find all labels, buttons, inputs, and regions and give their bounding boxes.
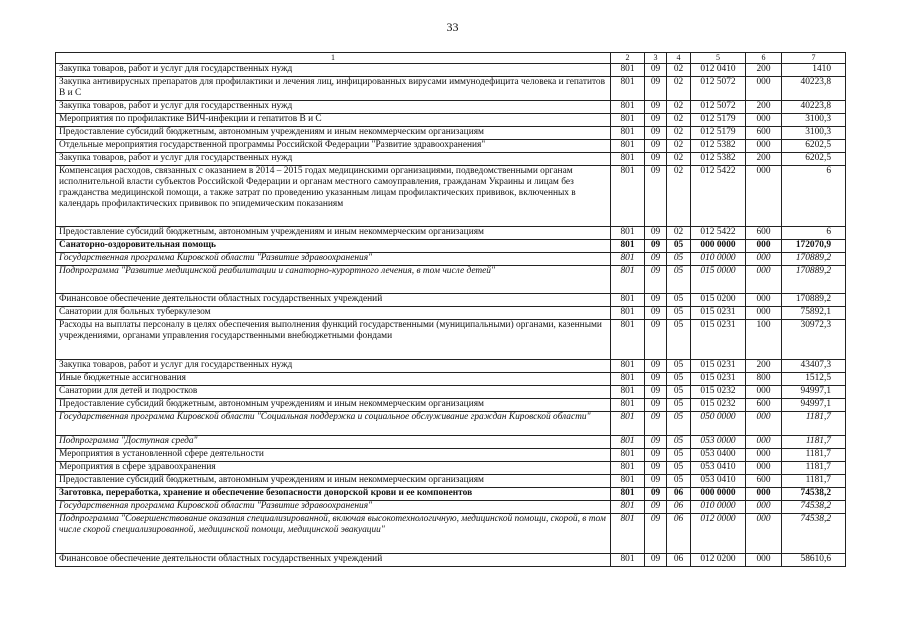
row-code-3-cell: 09 xyxy=(645,253,667,266)
row-code-6-cell: 200 xyxy=(746,360,782,373)
row-code-6-cell: 000 xyxy=(746,294,782,307)
row-code-2-cell: 801 xyxy=(611,127,645,140)
table-row xyxy=(56,153,846,166)
table-row xyxy=(56,114,846,127)
row-code-2-cell: 801 xyxy=(611,77,645,101)
row-code-4-cell: 02 xyxy=(667,166,691,227)
row-amount-cell: 170889,2 xyxy=(782,294,846,307)
row-code-6-cell: 000 xyxy=(746,240,782,253)
row-code-6-cell: 000 xyxy=(746,501,782,514)
row-amount-cell: 1181,7 xyxy=(782,412,846,436)
row-amount-cell: 6202,5 xyxy=(782,140,846,153)
row-code-2-cell: 801 xyxy=(611,436,645,449)
row-code-2-cell: 801 xyxy=(611,253,645,266)
row-code-2-cell: 801 xyxy=(611,449,645,462)
row-name-cell: Санатории для детей и подростков xyxy=(56,386,611,399)
table-row xyxy=(56,140,846,153)
budget-table xyxy=(55,52,846,567)
row-code-5-cell: 010 0000 xyxy=(691,253,746,266)
row-code-3-cell: 09 xyxy=(645,412,667,436)
table-row xyxy=(56,127,846,140)
table-row xyxy=(56,514,846,554)
row-code-5-cell: 012 5072 xyxy=(691,77,746,101)
row-name-cell: Мероприятия в установленной сфере деятельности xyxy=(56,449,611,462)
row-name-cell: Предоставление субсидий бюджетным, автономным учреждениям и иным некоммерческим организациям xyxy=(56,399,611,412)
row-code-5-cell: 012 0000 xyxy=(691,514,746,554)
row-code-4-cell: 05 xyxy=(667,320,691,360)
row-code-4-cell: 05 xyxy=(667,412,691,436)
row-code-2-cell: 801 xyxy=(611,140,645,153)
row-name-cell: Иные бюджетные ассигнования xyxy=(56,373,611,386)
row-code-5-cell: 015 0231 xyxy=(691,320,746,360)
row-code-2-cell: 801 xyxy=(611,153,645,166)
row-code-5-cell: 015 0231 xyxy=(691,307,746,320)
row-code-4-cell: 06 xyxy=(667,501,691,514)
row-name-cell: Закупка товаров, работ и услуг для государственных нужд xyxy=(56,101,611,114)
row-code-5-cell: 012 5072 xyxy=(691,101,746,114)
row-code-2-cell: 801 xyxy=(611,227,645,240)
table-body xyxy=(56,53,846,567)
row-code-2-cell: 801 xyxy=(611,360,645,373)
row-code-2-cell: 801 xyxy=(611,501,645,514)
table-row xyxy=(56,360,846,373)
row-code-4-cell: 05 xyxy=(667,360,691,373)
row-code-3-cell: 09 xyxy=(645,77,667,101)
row-amount-cell: 40223,8 xyxy=(782,101,846,114)
row-amount-cell: 30972,3 xyxy=(782,320,846,360)
table-row xyxy=(56,386,846,399)
row-code-3-cell: 09 xyxy=(645,475,667,488)
table-row xyxy=(56,64,846,77)
row-code-4-cell: 05 xyxy=(667,266,691,294)
row-code-4-cell: 05 xyxy=(667,462,691,475)
row-name-cell: Отдельные мероприятия государственной программы Российской Федерации "Развитие здравоохранения" xyxy=(56,140,611,153)
header-cell-3: 3 xyxy=(645,53,667,64)
row-code-2-cell: 801 xyxy=(611,166,645,227)
row-code-5-cell: 000 0000 xyxy=(691,488,746,501)
row-code-3-cell: 09 xyxy=(645,514,667,554)
row-code-5-cell: 012 5179 xyxy=(691,127,746,140)
row-amount-cell: 75892,1 xyxy=(782,307,846,320)
row-code-5-cell: 012 5422 xyxy=(691,227,746,240)
row-amount-cell: 94997,1 xyxy=(782,386,846,399)
table-row xyxy=(56,501,846,514)
table-row xyxy=(56,266,846,294)
row-name-cell: Государственная программа Кировской области "Развитие здравоохранения" xyxy=(56,253,611,266)
row-name-cell: Государственная программа Кировской области "Социальная поддержка и социальное обслуживание граждан Кировской области" xyxy=(56,412,611,436)
row-code-5-cell: 053 0400 xyxy=(691,449,746,462)
row-code-4-cell: 02 xyxy=(667,153,691,166)
row-code-2-cell: 801 xyxy=(611,114,645,127)
row-amount-cell: 6202,5 xyxy=(782,153,846,166)
row-amount-cell: 6 xyxy=(782,166,846,227)
row-name-cell: Санаторно-оздоровительная помощь xyxy=(56,240,611,253)
table-row xyxy=(56,488,846,501)
row-code-5-cell: 000 0000 xyxy=(691,240,746,253)
row-code-6-cell: 000 xyxy=(746,386,782,399)
row-code-6-cell: 000 xyxy=(746,514,782,554)
row-code-4-cell: 02 xyxy=(667,127,691,140)
row-amount-cell: 74538,2 xyxy=(782,488,846,501)
row-code-5-cell: 012 0200 xyxy=(691,554,746,567)
row-code-2-cell: 801 xyxy=(611,294,645,307)
row-code-6-cell: 000 xyxy=(746,488,782,501)
table-row xyxy=(56,475,846,488)
row-code-5-cell: 015 0232 xyxy=(691,399,746,412)
row-code-4-cell: 02 xyxy=(667,77,691,101)
row-code-6-cell: 000 xyxy=(746,462,782,475)
row-code-6-cell: 000 xyxy=(746,77,782,101)
row-code-3-cell: 09 xyxy=(645,386,667,399)
row-code-6-cell: 000 xyxy=(746,266,782,294)
row-code-2-cell: 801 xyxy=(611,462,645,475)
table-row xyxy=(56,399,846,412)
row-code-4-cell: 05 xyxy=(667,449,691,462)
row-code-5-cell: 015 0231 xyxy=(691,373,746,386)
row-code-4-cell: 06 xyxy=(667,554,691,567)
row-code-4-cell: 05 xyxy=(667,307,691,320)
row-name-cell: Заготовка, переработка, хранение и обеспечение безопасности донорской крови и ее компонентов xyxy=(56,488,611,501)
header-cell-4: 4 xyxy=(667,53,691,64)
row-code-2-cell: 801 xyxy=(611,399,645,412)
row-name-cell: Финансовое обеспечение деятельности областных государственных учреждений xyxy=(56,294,611,307)
row-code-3-cell: 09 xyxy=(645,166,667,227)
row-amount-cell: 1512,5 xyxy=(782,373,846,386)
row-code-6-cell: 100 xyxy=(746,320,782,360)
row-code-3-cell: 09 xyxy=(645,101,667,114)
row-code-4-cell: 05 xyxy=(667,475,691,488)
row-code-4-cell: 05 xyxy=(667,399,691,412)
row-code-2-cell: 801 xyxy=(611,386,645,399)
row-code-3-cell: 09 xyxy=(645,360,667,373)
row-code-3-cell: 09 xyxy=(645,501,667,514)
row-code-5-cell: 012 5422 xyxy=(691,166,746,227)
table-row xyxy=(56,77,846,101)
row-code-3-cell: 09 xyxy=(645,114,667,127)
row-code-6-cell: 600 xyxy=(746,399,782,412)
row-code-5-cell: 010 0000 xyxy=(691,501,746,514)
table-row xyxy=(56,166,846,227)
row-code-2-cell: 801 xyxy=(611,240,645,253)
row-code-5-cell: 015 0231 xyxy=(691,360,746,373)
row-code-3-cell: 09 xyxy=(645,240,667,253)
row-amount-cell: 3100,3 xyxy=(782,114,846,127)
row-code-6-cell: 000 xyxy=(746,307,782,320)
table-row xyxy=(56,373,846,386)
row-name-cell: Предоставление субсидий бюджетным, автономным учреждениям и иным некоммерческим организациям xyxy=(56,127,611,140)
row-code-4-cell: 05 xyxy=(667,373,691,386)
row-name-cell: Государственная программа Кировской области "Развитие здравоохранения" xyxy=(56,501,611,514)
row-name-cell: Подпрограмма "Развитие медицинской реабилитации и санаторно-курортного лечения, в том числе детей" xyxy=(56,266,611,294)
row-code-6-cell: 000 xyxy=(746,140,782,153)
row-code-5-cell: 012 5382 xyxy=(691,140,746,153)
row-name-cell: Компенсация расходов, связанных с оказанием в 2014 – 2015 годах медицинскими организациями, подведомственными органам исполнительной власти субъектов Российской Федерации и органам местного самоуправления, гражданам Украины и лицам без гражданства медицинской помощи, а также затрат по проведению указанным лицам профилактических прививок, включенных в календарь профилактических прививок по эпидемическим показаниям xyxy=(56,166,611,227)
row-code-2-cell: 801 xyxy=(611,101,645,114)
row-code-6-cell: 600 xyxy=(746,227,782,240)
row-code-2-cell: 801 xyxy=(611,307,645,320)
row-amount-cell: 172070,9 xyxy=(782,240,846,253)
header-cell-5: 5 xyxy=(691,53,746,64)
row-code-4-cell: 06 xyxy=(667,488,691,501)
table-row xyxy=(56,253,846,266)
row-amount-cell: 58610,6 xyxy=(782,554,846,567)
row-amount-cell: 1181,7 xyxy=(782,475,846,488)
row-amount-cell: 3100,3 xyxy=(782,127,846,140)
page-number: 33 xyxy=(446,20,459,34)
row-name-cell: Закупка антивирусных препаратов для профилактики и лечения лиц, инфицированных вирусами иммунодефицита человека и гепатитов В и С xyxy=(56,77,611,101)
row-code-4-cell: 05 xyxy=(667,294,691,307)
row-code-4-cell: 05 xyxy=(667,240,691,253)
row-code-3-cell: 09 xyxy=(645,373,667,386)
row-name-cell: Финансовое обеспечение деятельности областных государственных учреждений xyxy=(56,554,611,567)
row-code-4-cell: 05 xyxy=(667,386,691,399)
row-code-4-cell: 02 xyxy=(667,114,691,127)
header-cell-6: 6 xyxy=(746,53,782,64)
row-name-cell: Подпрограмма "Доступная среда" xyxy=(56,436,611,449)
table-row xyxy=(56,320,846,360)
row-code-4-cell: 02 xyxy=(667,101,691,114)
table-header-row xyxy=(56,53,846,64)
row-code-3-cell: 09 xyxy=(645,266,667,294)
row-amount-cell: 1181,7 xyxy=(782,449,846,462)
row-code-3-cell: 09 xyxy=(645,294,667,307)
row-amount-cell: 170889,2 xyxy=(782,253,846,266)
row-code-5-cell: 012 0410 xyxy=(691,64,746,77)
row-amount-cell: 1181,7 xyxy=(782,462,846,475)
row-amount-cell: 1181,7 xyxy=(782,436,846,449)
row-code-5-cell: 053 0410 xyxy=(691,475,746,488)
row-code-6-cell: 000 xyxy=(746,166,782,227)
row-name-cell: Мероприятия в сфере здравоохранения xyxy=(56,462,611,475)
row-code-3-cell: 09 xyxy=(645,227,667,240)
row-amount-cell: 1410 xyxy=(782,64,846,77)
row-code-3-cell: 09 xyxy=(645,127,667,140)
row-code-4-cell: 06 xyxy=(667,514,691,554)
row-code-5-cell: 053 0410 xyxy=(691,462,746,475)
row-code-2-cell: 801 xyxy=(611,488,645,501)
row-name-cell: Закупка товаров, работ и услуг для государственных нужд xyxy=(56,360,611,373)
row-code-5-cell: 012 5179 xyxy=(691,114,746,127)
row-code-2-cell: 801 xyxy=(611,554,645,567)
table-row xyxy=(56,307,846,320)
row-name-cell: Предоставление субсидий бюджетным, автономным учреждениям и иным некоммерческим организациям xyxy=(56,227,611,240)
header-cell-2: 2 xyxy=(611,53,645,64)
row-code-3-cell: 09 xyxy=(645,140,667,153)
row-amount-cell: 74538,2 xyxy=(782,501,846,514)
row-code-3-cell: 09 xyxy=(645,399,667,412)
row-code-6-cell: 000 xyxy=(746,412,782,436)
row-amount-cell: 170889,2 xyxy=(782,266,846,294)
row-code-2-cell: 801 xyxy=(611,475,645,488)
row-amount-cell: 6 xyxy=(782,227,846,240)
row-code-5-cell: 015 0200 xyxy=(691,294,746,307)
row-name-cell: Санатории для больных туберкулезом xyxy=(56,307,611,320)
table-row xyxy=(56,449,846,462)
row-amount-cell: 94997,1 xyxy=(782,399,846,412)
row-code-6-cell: 600 xyxy=(746,475,782,488)
row-code-2-cell: 801 xyxy=(611,412,645,436)
row-code-2-cell: 801 xyxy=(611,266,645,294)
table-row xyxy=(56,294,846,307)
table-row xyxy=(56,462,846,475)
row-code-6-cell: 000 xyxy=(746,114,782,127)
row-code-3-cell: 09 xyxy=(645,488,667,501)
row-code-6-cell: 200 xyxy=(746,101,782,114)
row-code-6-cell: 600 xyxy=(746,127,782,140)
row-code-5-cell: 012 5382 xyxy=(691,153,746,166)
row-code-4-cell: 02 xyxy=(667,227,691,240)
row-amount-cell: 43407,3 xyxy=(782,360,846,373)
row-code-3-cell: 09 xyxy=(645,554,667,567)
table-row xyxy=(56,101,846,114)
row-code-6-cell: 800 xyxy=(746,373,782,386)
row-code-6-cell: 000 xyxy=(746,554,782,567)
row-code-3-cell: 09 xyxy=(645,64,667,77)
row-code-3-cell: 09 xyxy=(645,449,667,462)
header-cell-7: 7 xyxy=(782,53,846,64)
row-code-3-cell: 09 xyxy=(645,436,667,449)
row-code-3-cell: 09 xyxy=(645,320,667,360)
row-amount-cell: 40223,8 xyxy=(782,77,846,101)
row-code-4-cell: 05 xyxy=(667,436,691,449)
row-code-5-cell: 053 0000 xyxy=(691,436,746,449)
row-code-6-cell: 000 xyxy=(746,253,782,266)
row-code-6-cell: 000 xyxy=(746,436,782,449)
row-code-5-cell: 015 0000 xyxy=(691,266,746,294)
row-code-6-cell: 200 xyxy=(746,153,782,166)
row-code-2-cell: 801 xyxy=(611,320,645,360)
row-amount-cell: 74538,2 xyxy=(782,514,846,554)
row-code-5-cell: 050 0000 xyxy=(691,412,746,436)
row-name-cell: Закупка товаров, работ и услуг для государственных нужд xyxy=(56,153,611,166)
row-name-cell: Предоставление субсидий бюджетным, автономным учреждениям и иным некоммерческим организациям xyxy=(56,475,611,488)
row-name-cell: Закупка товаров, работ и услуг для государственных нужд xyxy=(56,64,611,77)
table-row xyxy=(56,227,846,240)
row-code-3-cell: 09 xyxy=(645,462,667,475)
row-name-cell: Подпрограмма "Совершенствование оказания специализированной, включая высокотехнологичную, медицинской помощи, скорой, в том числе скорой специализированной, медицинской помощи, медицинской эвакуации" xyxy=(56,514,611,554)
row-code-6-cell: 000 xyxy=(746,449,782,462)
row-code-2-cell: 801 xyxy=(611,64,645,77)
row-code-5-cell: 015 0232 xyxy=(691,386,746,399)
row-code-2-cell: 801 xyxy=(611,373,645,386)
row-code-4-cell: 05 xyxy=(667,253,691,266)
table-row xyxy=(56,554,846,567)
row-code-3-cell: 09 xyxy=(645,153,667,166)
table-row xyxy=(56,436,846,449)
row-name-cell: Мероприятия по профилактике ВИЧ-инфекции и гепатитов В и С xyxy=(56,114,611,127)
row-code-6-cell: 200 xyxy=(746,64,782,77)
row-name-cell: Расходы на выплаты персоналу в целях обеспечения выполнения функций государственными (муниципальными) органами, казенными учреждениями, органами управления государственными внебюджетными фондами xyxy=(56,320,611,360)
header-cell-1: 1 xyxy=(56,53,611,64)
row-code-4-cell: 02 xyxy=(667,64,691,77)
row-code-3-cell: 09 xyxy=(645,307,667,320)
row-code-2-cell: 801 xyxy=(611,514,645,554)
table-row xyxy=(56,240,846,253)
table-row xyxy=(56,412,846,436)
row-code-4-cell: 02 xyxy=(667,140,691,153)
